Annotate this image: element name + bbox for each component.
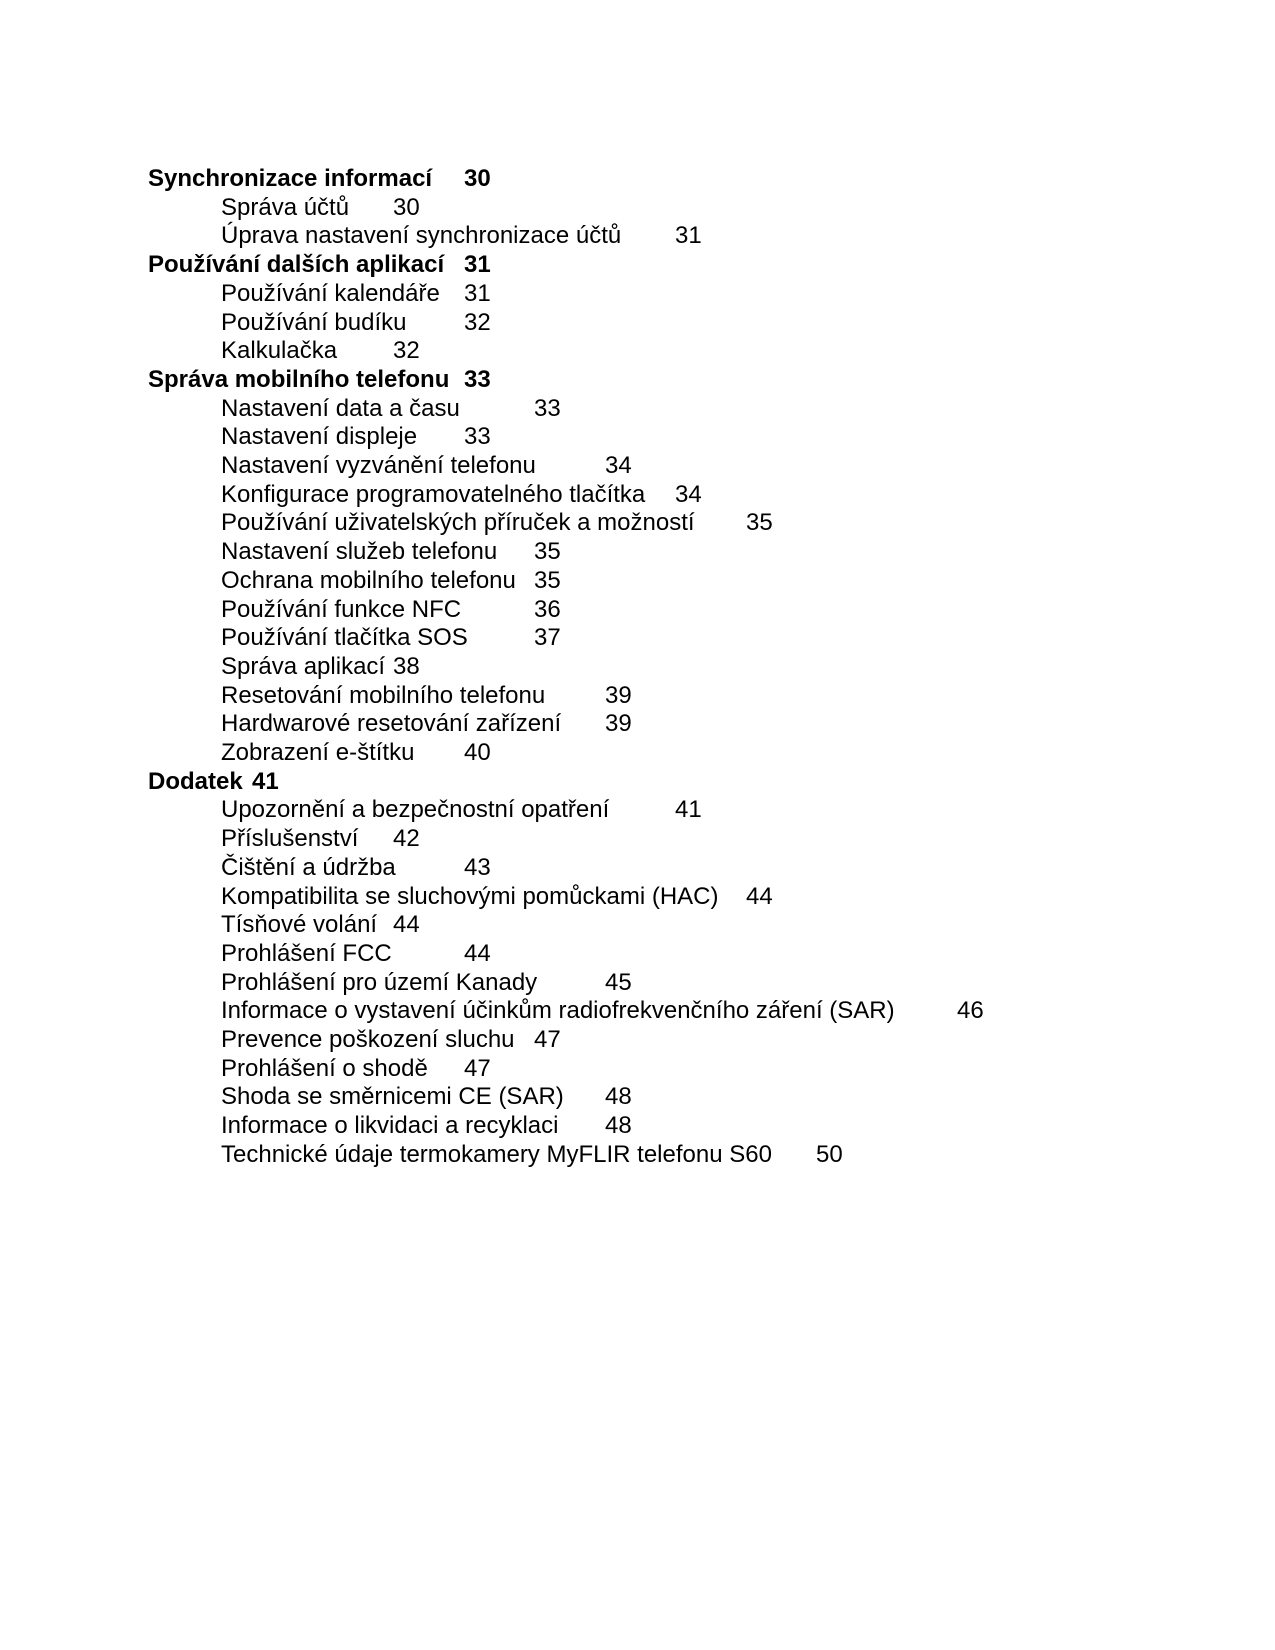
toc-title: Upozornění a bezpečnostní opatření — [221, 796, 610, 824]
toc-entry[interactable] — [221, 1026, 561, 1054]
toc-page-number: 35 — [534, 538, 561, 566]
toc-page-number: 48 — [605, 1083, 632, 1111]
toc-title: Prohlášení FCC — [221, 939, 392, 967]
toc-entry[interactable] — [221, 1083, 632, 1111]
toc-section[interactable] — [148, 767, 279, 796]
toc-entry[interactable] — [221, 279, 491, 308]
toc-entry[interactable] — [221, 1140, 843, 1169]
toc-entry[interactable] — [221, 452, 632, 480]
toc-page-number: 47 — [534, 1026, 561, 1053]
toc-title: Nastavení služeb telefonu — [221, 538, 498, 566]
toc-section[interactable] — [148, 165, 491, 193]
toc-page-number: 37 — [534, 624, 561, 652]
toc-title: Používání uživatelských příruček a možností — [221, 509, 695, 537]
toc-entry[interactable] — [221, 222, 702, 250]
toc-page-number: 47 — [464, 1054, 491, 1082]
toc-page-number: 50 — [816, 1140, 843, 1168]
toc-title: Konfigurace programovatelného tlačítka — [221, 480, 646, 508]
toc-title: Nastavení data a času — [221, 394, 460, 422]
toc-entry[interactable] — [221, 997, 984, 1025]
toc-page-number: 43 — [464, 853, 491, 881]
toc-title: Správa účtů — [221, 193, 350, 221]
toc-title: Dodatek — [148, 767, 243, 795]
toc-title: Tísňové volání — [221, 911, 378, 939]
toc-page-number: 39 — [605, 681, 632, 709]
toc-entry[interactable] — [221, 882, 773, 911]
toc-title: Technické údaje termokamery MyFLIR telefonu S60 — [221, 1140, 772, 1168]
toc-title: Nastavení vyzvánění telefonu — [221, 452, 536, 479]
toc-title: Správa aplikací — [221, 652, 386, 680]
toc-entry[interactable] — [221, 308, 491, 337]
toc-page-number: 39 — [605, 710, 632, 738]
toc-page-number: 34 — [675, 480, 702, 508]
toc-entry[interactable] — [221, 681, 632, 710]
toc-title: Kalkulačka — [221, 337, 338, 365]
toc-entry[interactable] — [221, 796, 702, 824]
toc-page-number: 35 — [746, 509, 773, 537]
toc-title: Používání funkce NFC — [221, 595, 462, 623]
toc-entry[interactable] — [221, 939, 491, 968]
toc-title: Používání kalendáře — [221, 279, 440, 307]
toc-page-number: 32 — [393, 337, 420, 365]
toc-entry[interactable] — [221, 1054, 491, 1083]
toc-entry[interactable] — [221, 566, 561, 595]
toc-page-number: 38 — [393, 652, 420, 680]
toc-title: Používání tlačítka SOS — [221, 624, 468, 652]
toc-title: Prohlášení o shodě — [221, 1054, 428, 1082]
toc-title: Prohlášení pro území Kanady — [221, 968, 538, 996]
toc-entry[interactable] — [221, 968, 632, 997]
toc-entry[interactable] — [221, 480, 702, 509]
toc-page-number: 45 — [605, 968, 632, 996]
toc-entry[interactable] — [221, 394, 561, 423]
toc-entry[interactable] — [221, 509, 773, 537]
toc-page-number: 33 — [464, 365, 491, 393]
toc-title: Resetování mobilního telefonu — [221, 681, 546, 709]
toc-page-number: 48 — [605, 1112, 632, 1140]
toc-page-number: 44 — [464, 939, 491, 967]
toc-page-number: 44 — [393, 911, 420, 939]
toc-title: Informace o vystavení účinkům radiofrekvenčního záření (SAR) — [221, 997, 895, 1025]
toc-title: Příslušenství — [221, 825, 359, 853]
toc-page-number: 41 — [675, 796, 702, 824]
toc-entry[interactable] — [221, 739, 491, 767]
toc-title: Používání dalších aplikací — [148, 251, 445, 279]
toc-entry[interactable] — [221, 825, 420, 853]
toc-page-number: 46 — [957, 997, 984, 1025]
toc-entry[interactable] — [221, 423, 491, 451]
toc-page-number: 31 — [464, 279, 491, 307]
toc-title: Informace o likvidaci a recyklaci — [221, 1112, 559, 1140]
toc-title: Zobrazení e-štítku — [221, 739, 415, 766]
toc-page-number: 31 — [464, 251, 491, 279]
toc-entry[interactable] — [221, 624, 561, 652]
toc-page-number: 31 — [675, 222, 702, 250]
toc-page-number: 42 — [393, 825, 420, 853]
toc-entry[interactable] — [221, 853, 491, 882]
toc-section[interactable] — [148, 251, 491, 279]
toc-page-number: 41 — [252, 767, 279, 795]
toc-page-number: 33 — [464, 423, 491, 451]
toc-title: Správa mobilního telefonu — [148, 365, 450, 393]
toc-title: Hardwarové resetování zařízení — [221, 710, 562, 738]
toc-entry[interactable] — [221, 911, 420, 939]
toc-page-number: 35 — [534, 566, 561, 594]
toc-entry[interactable] — [221, 1112, 632, 1140]
toc-page-number: 30 — [464, 165, 491, 192]
toc-entry[interactable] — [221, 538, 561, 566]
toc-page-number: 44 — [746, 882, 773, 910]
toc-title: Shoda se směrnicemi CE (SAR) — [221, 1083, 564, 1111]
toc-title: Úprava nastavení synchronizace účtů — [221, 222, 622, 250]
toc-title: Čištění a údržba — [221, 853, 396, 881]
toc-page-number: 32 — [464, 308, 491, 336]
toc-page-number: 30 — [393, 193, 420, 221]
toc-page-number: 36 — [534, 595, 561, 623]
toc-title: Prevence poškození sluchu — [221, 1026, 515, 1053]
toc-title: Nastavení displeje — [221, 423, 418, 451]
toc-title: Používání budíku — [221, 308, 407, 336]
toc-page-number: 40 — [464, 739, 491, 766]
toc-title: Kompatibilita se sluchovými pomůckami (HAC) — [221, 882, 719, 910]
toc-section[interactable] — [148, 365, 491, 394]
toc-title: Ochrana mobilního telefonu — [221, 566, 516, 594]
toc-title: Synchronizace informací — [148, 165, 433, 192]
toc-entry[interactable] — [221, 652, 420, 681]
toc-entry[interactable] — [221, 337, 420, 365]
toc-page-number: 33 — [534, 394, 561, 422]
toc-entry[interactable] — [221, 710, 632, 738]
toc-page-number: 34 — [605, 452, 632, 479]
toc-entry[interactable] — [221, 193, 420, 222]
toc-entry[interactable] — [221, 595, 561, 624]
